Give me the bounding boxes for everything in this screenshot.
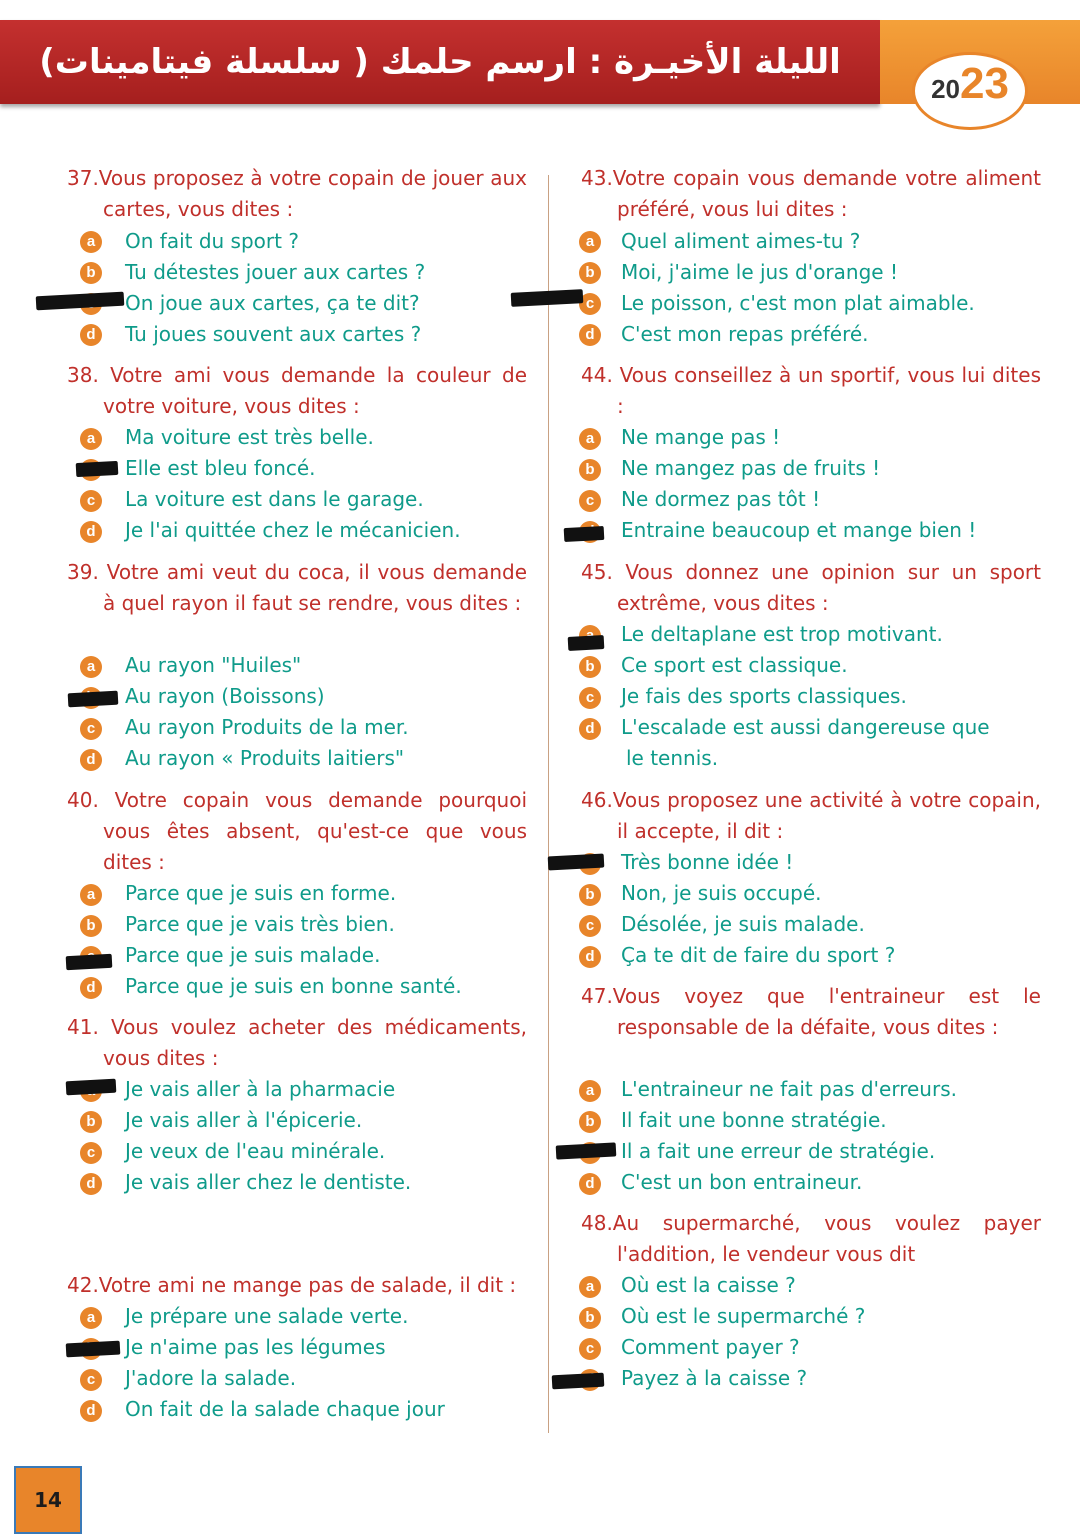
question-48-option-d[interactable]: Payez à la caisse ? xyxy=(621,1366,808,1390)
question-40-option-b[interactable]: Parce que je vais très bien. xyxy=(125,912,395,936)
question-39-option-a[interactable]: Au rayon "Huiles" xyxy=(125,653,302,677)
column-divider xyxy=(548,175,549,1433)
question-39-option-d[interactable]: Au rayon « Produits laitiers" xyxy=(125,746,405,770)
option-badge: b xyxy=(579,1111,601,1133)
option-badge: a xyxy=(579,1080,601,1102)
option-badge: a xyxy=(80,656,102,678)
question-37-option-d[interactable]: Tu joues souvent aux cartes ? xyxy=(125,322,422,346)
question-42-option-d[interactable]: On fait de la salade chaque jour xyxy=(125,1397,445,1421)
question-46: 46.Vous proposez une activité à votre copain, il accepte, il dit : xyxy=(581,788,1041,843)
question-46-option-b[interactable]: Non, je suis occupé. xyxy=(621,881,822,905)
question-37-option-a[interactable]: On fait du sport ? xyxy=(125,229,299,253)
question-45-option-a[interactable]: Le deltaplane est trop motivant. xyxy=(621,622,943,646)
option-badge: a xyxy=(80,428,102,450)
option-badge: b xyxy=(80,262,102,284)
option-badge: b xyxy=(80,1111,102,1133)
question-45-option-c[interactable]: Je fais des sports classiques. xyxy=(621,684,907,708)
question-41-option-a[interactable]: Je vais aller à la pharmacie xyxy=(125,1077,396,1101)
question-47-option-d[interactable]: C'est un bon entraineur. xyxy=(621,1170,863,1194)
option-badge: d xyxy=(579,946,601,968)
option-badge: a xyxy=(579,1276,601,1298)
option-badge: b xyxy=(579,656,601,678)
option-badge: d xyxy=(80,324,102,346)
option-badge: c xyxy=(80,1369,102,1391)
answer-marker xyxy=(568,635,605,651)
option-badge: a xyxy=(579,231,601,253)
question-43: 43.Votre copain vous demande votre aliment préféré, vous lui dites : xyxy=(581,166,1041,221)
answer-marker xyxy=(66,1079,117,1096)
option-badge: c xyxy=(80,490,102,512)
option-badge: b xyxy=(80,915,102,937)
question-40-option-a[interactable]: Parce que je suis en forme. xyxy=(125,881,397,905)
option-badge: d xyxy=(80,1173,102,1195)
option-badge: c xyxy=(579,293,601,315)
question-42-option-b[interactable]: Je n'aime pas les légumes xyxy=(125,1335,386,1359)
option-badge: a xyxy=(80,231,102,253)
question-44-option-b[interactable]: Ne mangez pas de fruits ! xyxy=(621,456,881,480)
option-badge: c xyxy=(80,718,102,740)
year-suffix: 23 xyxy=(959,59,1009,108)
answer-marker xyxy=(556,1142,617,1159)
option-badge: b xyxy=(579,884,601,906)
answer-marker xyxy=(564,526,605,542)
answer-marker xyxy=(66,954,113,970)
option-badge: d xyxy=(579,718,601,740)
answer-marker xyxy=(66,1341,121,1358)
option-badge: d xyxy=(80,749,102,771)
question-42: 42.Votre ami ne mange pas de salade, il dit : xyxy=(67,1273,517,1297)
answer-marker xyxy=(68,691,119,708)
year-prefix: 20 xyxy=(931,74,960,104)
option-badge: c xyxy=(579,1338,601,1360)
page-number: 14 xyxy=(34,1488,62,1512)
question-43-option-a[interactable]: Quel aliment aimes-tu ? xyxy=(621,229,861,253)
question-37-option-b[interactable]: Tu détestes jouer aux cartes ? xyxy=(125,260,426,284)
question-43-option-b[interactable]: Moi, j'aime le jus d'orange ! xyxy=(621,260,898,284)
question-48-option-a[interactable]: Où est la caisse ? xyxy=(621,1273,796,1297)
question-48-option-c[interactable]: Comment payer ? xyxy=(621,1335,800,1359)
option-badge: a xyxy=(80,1307,102,1329)
question-42-option-a[interactable]: Je prépare une salade verte. xyxy=(125,1304,409,1328)
answer-marker xyxy=(36,292,125,311)
question-45-option-d-continued: le tennis. xyxy=(626,746,719,770)
header-banner xyxy=(0,20,880,104)
question-44-option-d[interactable]: Entraine beaucoup et mange bien ! xyxy=(621,518,977,542)
question-37: 37.Vous proposez à votre copain de jouer aux cartes, vous dites : xyxy=(67,166,527,221)
question-44-option-a[interactable]: Ne mange pas ! xyxy=(621,425,781,449)
option-badge: a xyxy=(579,428,601,450)
question-46-option-d[interactable]: Ça te dit de faire du sport ? xyxy=(621,943,896,967)
question-45-option-b[interactable]: Ce sport est classique. xyxy=(621,653,848,677)
question-38-option-c[interactable]: La voiture est dans le garage. xyxy=(125,487,424,511)
option-badge: d xyxy=(579,324,601,346)
question-48: 48.Au supermarché, vous voulez payer l'addition, le vendeur vous dit xyxy=(581,1211,1041,1266)
option-badge: b xyxy=(579,1307,601,1329)
option-badge: b xyxy=(579,262,601,284)
question-42-option-c[interactable]: J'adore la salade. xyxy=(125,1366,297,1390)
option-badge: d xyxy=(80,1400,102,1422)
question-41: 41. Vous voulez acheter des médicaments, vous dites : xyxy=(67,1015,527,1070)
option-badge: c xyxy=(579,490,601,512)
question-45: 45. Vous donnez une opinion sur un sport extrême, vous dites : xyxy=(581,560,1041,615)
question-47-option-b[interactable]: Il fait une bonne stratégie. xyxy=(621,1108,887,1132)
question-45-option-d[interactable]: L'escalade est aussi dangereuse que xyxy=(621,715,990,739)
question-43-option-d[interactable]: C'est mon repas préféré. xyxy=(621,322,869,346)
answer-marker xyxy=(76,461,119,477)
question-43-option-c[interactable]: Le poisson, c'est mon plat aimable. xyxy=(621,291,975,315)
question-46-option-c[interactable]: Désolée, je suis malade. xyxy=(621,912,865,936)
option-badge: c xyxy=(579,687,601,709)
option-badge: d xyxy=(80,521,102,543)
answer-marker xyxy=(548,854,605,871)
option-badge: c xyxy=(80,1142,102,1164)
page-title: الليلة الأخيـرة : ارسم حلمك ( سلسلة فيتامينات) xyxy=(39,42,841,82)
option-badge: b xyxy=(579,459,601,481)
question-37-option-c[interactable]: On joue aux cartes, ça te dit? xyxy=(125,291,420,315)
question-47-option-a[interactable]: L'entraineur ne fait pas d'erreurs. xyxy=(621,1077,957,1101)
question-39-option-c[interactable]: Au rayon Produits de la mer. xyxy=(125,715,409,739)
question-38-option-b[interactable]: Elle est bleu foncé. xyxy=(125,456,316,480)
question-38-option-a[interactable]: Ma voiture est très belle. xyxy=(125,425,374,449)
question-40-option-c[interactable]: Parce que je suis malade. xyxy=(125,943,381,967)
question-48-option-b[interactable]: Où est le supermarché ? xyxy=(621,1304,866,1328)
question-39-option-b[interactable]: Au rayon (Boissons) xyxy=(125,684,325,708)
option-badge: d xyxy=(80,977,102,999)
option-badge: d xyxy=(579,1173,601,1195)
answer-marker xyxy=(552,1373,605,1390)
year-label xyxy=(912,52,1028,124)
question-47-option-c[interactable]: Il a fait une erreur de stratégie. xyxy=(621,1139,936,1163)
question-41-option-b[interactable]: Je vais aller à l'épicerie. xyxy=(125,1108,363,1132)
question-47: 47.Vous voyez que l'entraineur est le responsable de la défaite, vous dites : xyxy=(581,984,1041,1039)
option-badge: a xyxy=(80,884,102,906)
answer-marker xyxy=(511,289,584,307)
question-44-option-c[interactable]: Ne dormez pas tôt ! xyxy=(621,487,821,511)
question-40: 40. Votre copain vous demande pourquoi vous êtes absent, qu'est-ce que vous dites : xyxy=(67,788,527,874)
question-40-option-d[interactable]: Parce que je suis en bonne santé. xyxy=(125,974,462,998)
question-38: 38. Votre ami vous demande la couleur de votre voiture, vous dites : xyxy=(67,363,527,418)
question-38-option-d[interactable]: Je l'ai quittée chez le mécanicien. xyxy=(125,518,461,542)
option-badge: c xyxy=(579,915,601,937)
question-41-option-d[interactable]: Je vais aller chez le dentiste. xyxy=(125,1170,412,1194)
question-41-option-c[interactable]: Je veux de l'eau minérale. xyxy=(125,1139,386,1163)
question-44: 44. Vous conseillez à un sportif, vous lui dites : xyxy=(581,363,1041,418)
question-46-option-a[interactable]: Très bonne idée ! xyxy=(621,850,794,874)
question-39: 39. Votre ami veut du coca, il vous demande à quel rayon il faut se rendre, vous dites : xyxy=(67,560,527,615)
